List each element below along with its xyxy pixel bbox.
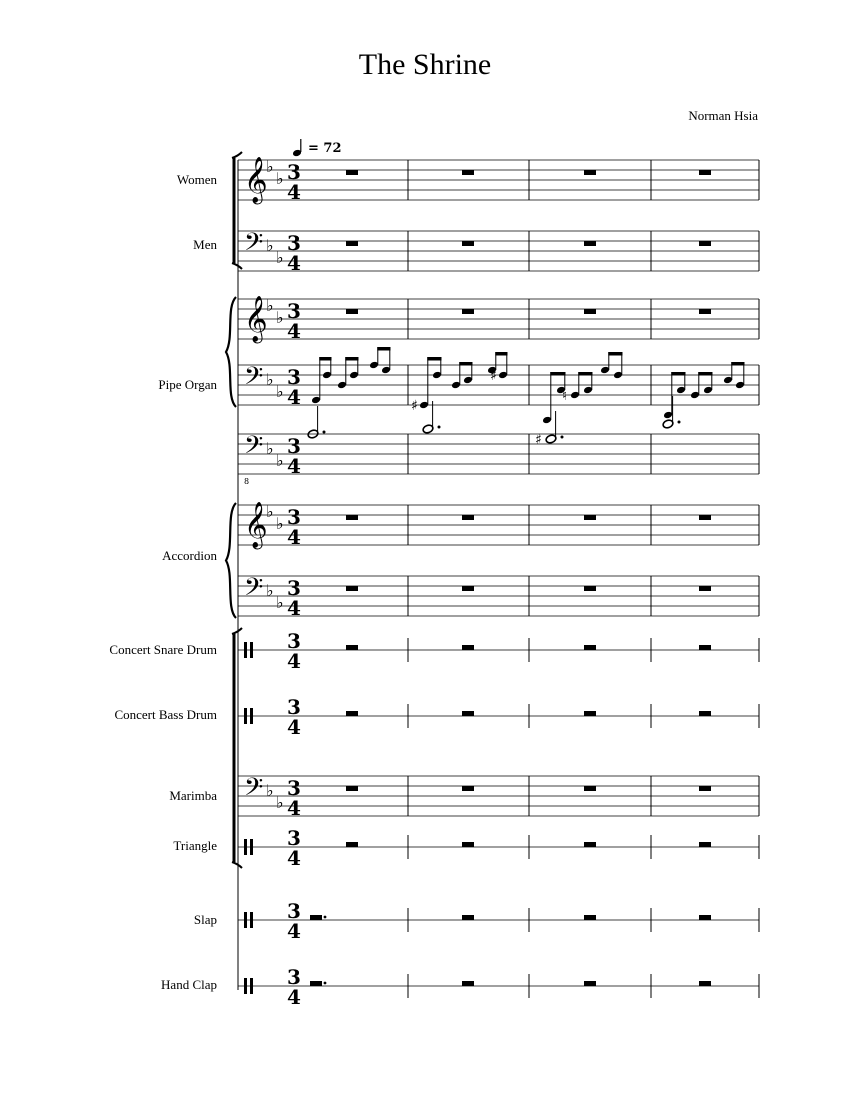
whole-rest-icon — [346, 786, 358, 791]
beam — [550, 372, 565, 376]
beam — [495, 352, 507, 356]
bass-clef-icon: 𝄢 — [244, 431, 264, 466]
whole-rest-icon — [462, 586, 474, 591]
choir-bracket-bottom — [232, 263, 242, 269]
time-signature-denominator: 4 — [287, 649, 301, 673]
percussion-bracket-top — [232, 628, 242, 634]
instrument-label-hand-clap: Hand Clap — [161, 977, 217, 992]
time-signature-denominator: 4 — [287, 596, 301, 620]
percussion-clef-icon — [250, 708, 253, 724]
whole-rest-icon — [584, 241, 596, 246]
whole-rest-icon — [699, 586, 711, 591]
treble-clef-icon: 𝄞 — [244, 296, 268, 342]
composer-name: Norman Hsia — [688, 108, 758, 123]
instrument-label-concert-bass-drum: Concert Bass Drum — [114, 707, 217, 722]
instrument-label-men: Men — [193, 237, 217, 252]
accidental-icon: ♯ — [535, 432, 542, 448]
time-signature-numerator: 3 — [287, 576, 301, 600]
dot-icon — [561, 436, 564, 439]
whole-rest-icon — [462, 915, 474, 920]
instrument-label-marimba: Marimba — [169, 788, 217, 803]
accidental-icon: ♯ — [490, 368, 497, 384]
bass-clef-icon: 𝄢 — [244, 228, 264, 263]
dot-icon — [324, 916, 327, 919]
percussion-clef-icon — [244, 978, 247, 994]
flat-icon: ♭ — [276, 593, 284, 612]
flat-icon: ♭ — [266, 157, 274, 176]
whole-rest-icon — [346, 842, 358, 847]
score-title: The Shrine — [358, 48, 492, 81]
time-signature-denominator: 4 — [287, 319, 301, 343]
time-signature-denominator: 4 — [287, 985, 301, 1009]
whole-rest-icon — [462, 981, 474, 986]
percussion-clef-icon — [250, 912, 253, 928]
whole-rest-icon — [584, 170, 596, 175]
whole-rest-icon — [346, 309, 358, 314]
time-signature-denominator: 4 — [287, 454, 301, 478]
tempo-value: = 72 — [308, 140, 342, 156]
whole-rest-icon — [699, 915, 711, 920]
dotted-half-rest-icon — [310, 981, 322, 986]
time-signature-denominator: 4 — [287, 251, 301, 275]
dot-icon — [323, 431, 326, 434]
accordion-brace — [226, 503, 236, 618]
time-signature-numerator: 3 — [287, 365, 301, 389]
time-signature-numerator: 3 — [287, 505, 301, 529]
choir-bracket-top — [232, 152, 242, 158]
dot-icon — [438, 426, 441, 429]
flat-icon: ♭ — [276, 382, 284, 401]
percussion-clef-icon — [250, 978, 253, 994]
bass-clef-icon: 𝄢 — [244, 773, 264, 808]
time-signature-numerator: 3 — [287, 160, 301, 184]
whole-rest-icon — [346, 515, 358, 520]
time-signature-numerator: 3 — [287, 231, 301, 255]
whole-rest-icon — [462, 786, 474, 791]
time-signature-denominator: 4 — [287, 715, 301, 739]
whole-rest-icon — [346, 645, 358, 650]
whole-rest-icon — [462, 515, 474, 520]
beam — [377, 347, 390, 351]
dot-icon — [324, 982, 327, 985]
instrument-label-triangle: Triangle — [173, 838, 217, 853]
whole-rest-icon — [699, 645, 711, 650]
flat-icon: ♭ — [276, 451, 284, 470]
beam — [427, 357, 441, 361]
dot-icon — [678, 421, 681, 424]
flat-icon: ♭ — [266, 370, 274, 389]
beam — [459, 362, 472, 366]
time-signature-denominator: 4 — [287, 919, 301, 943]
treble-clef-icon: 𝄞 — [244, 157, 268, 203]
time-signature-numerator: 3 — [287, 629, 301, 653]
whole-rest-icon — [699, 711, 711, 716]
time-signature-numerator: 3 — [287, 695, 301, 719]
time-signature-denominator: 4 — [287, 846, 301, 870]
organ-brace — [226, 297, 236, 407]
percussion-clef-icon — [244, 642, 247, 658]
whole-rest-icon — [584, 309, 596, 314]
time-signature-denominator: 4 — [287, 796, 301, 820]
whole-rest-icon — [699, 309, 711, 314]
time-signature-numerator: 3 — [287, 434, 301, 458]
whole-rest-icon — [699, 981, 711, 986]
whole-rest-icon — [584, 915, 596, 920]
whole-rest-icon — [346, 170, 358, 175]
percussion-clef-icon — [250, 642, 253, 658]
flat-icon: ♭ — [266, 581, 274, 600]
time-signature-numerator: 3 — [287, 299, 301, 323]
flat-icon: ♭ — [266, 439, 274, 458]
time-signature-denominator: 4 — [287, 385, 301, 409]
beam — [319, 357, 331, 361]
beam — [731, 362, 744, 366]
whole-rest-icon — [346, 241, 358, 246]
whole-rest-icon — [584, 515, 596, 520]
beam — [578, 372, 592, 376]
accidental-icon: ♮ — [562, 388, 568, 404]
whole-rest-icon — [462, 241, 474, 246]
percussion-clef-icon — [250, 839, 253, 855]
whole-rest-icon — [699, 241, 711, 246]
instrument-label-slap: Slap — [193, 912, 217, 927]
beam — [698, 372, 712, 376]
time-signature-numerator: 3 — [287, 776, 301, 800]
whole-rest-icon — [699, 170, 711, 175]
whole-rest-icon — [462, 645, 474, 650]
flat-icon: ♭ — [266, 502, 274, 521]
percussion-clef-icon — [244, 708, 247, 724]
whole-rest-icon — [584, 711, 596, 716]
whole-rest-icon — [584, 786, 596, 791]
beam — [345, 357, 358, 361]
whole-rest-icon — [699, 515, 711, 520]
flat-icon: ♭ — [266, 236, 274, 255]
dotted-half-rest-icon — [310, 915, 322, 920]
whole-rest-icon — [462, 170, 474, 175]
instrument-label-accordion: Accordion — [162, 548, 217, 563]
time-signature-numerator: 3 — [287, 965, 301, 989]
treble-clef-icon: 𝄞 — [244, 502, 268, 548]
flat-icon: ♭ — [276, 248, 284, 267]
whole-rest-icon — [584, 586, 596, 591]
flat-icon: ♭ — [266, 781, 274, 800]
whole-rest-icon — [699, 842, 711, 847]
time-signature-denominator: 4 — [287, 180, 301, 204]
instrument-label-pipe-organ: Pipe Organ — [158, 377, 217, 392]
flat-icon: ♭ — [276, 514, 284, 533]
time-signature-denominator: 4 — [287, 525, 301, 549]
bass-clef-icon: 𝄢 — [244, 362, 264, 397]
flat-icon: ♭ — [276, 169, 284, 188]
flat-icon: ♭ — [266, 296, 274, 315]
whole-rest-icon — [462, 711, 474, 716]
flat-icon: ♭ — [276, 308, 284, 327]
whole-rest-icon — [584, 645, 596, 650]
whole-rest-icon — [584, 981, 596, 986]
instrument-label-concert-snare-drum: Concert Snare Drum — [109, 642, 217, 657]
beam — [671, 372, 685, 376]
percussion-bracket-bottom — [232, 862, 242, 868]
time-signature-numerator: 3 — [287, 826, 301, 850]
instrument-label-women: Women — [176, 172, 217, 187]
whole-rest-icon — [699, 786, 711, 791]
time-signature-numerator: 3 — [287, 899, 301, 923]
whole-rest-icon — [346, 711, 358, 716]
percussion-clef-icon — [244, 912, 247, 928]
accidental-icon: ♯ — [411, 398, 418, 414]
octave-mark-icon: 8 — [244, 477, 250, 486]
whole-rest-icon — [462, 309, 474, 314]
whole-rest-icon — [462, 842, 474, 847]
bass-clef-icon: 𝄢 — [244, 573, 264, 608]
whole-rest-icon — [346, 586, 358, 591]
percussion-clef-icon — [244, 839, 247, 855]
whole-rest-icon — [584, 842, 596, 847]
beam — [608, 352, 622, 356]
flat-icon: ♭ — [276, 793, 284, 812]
